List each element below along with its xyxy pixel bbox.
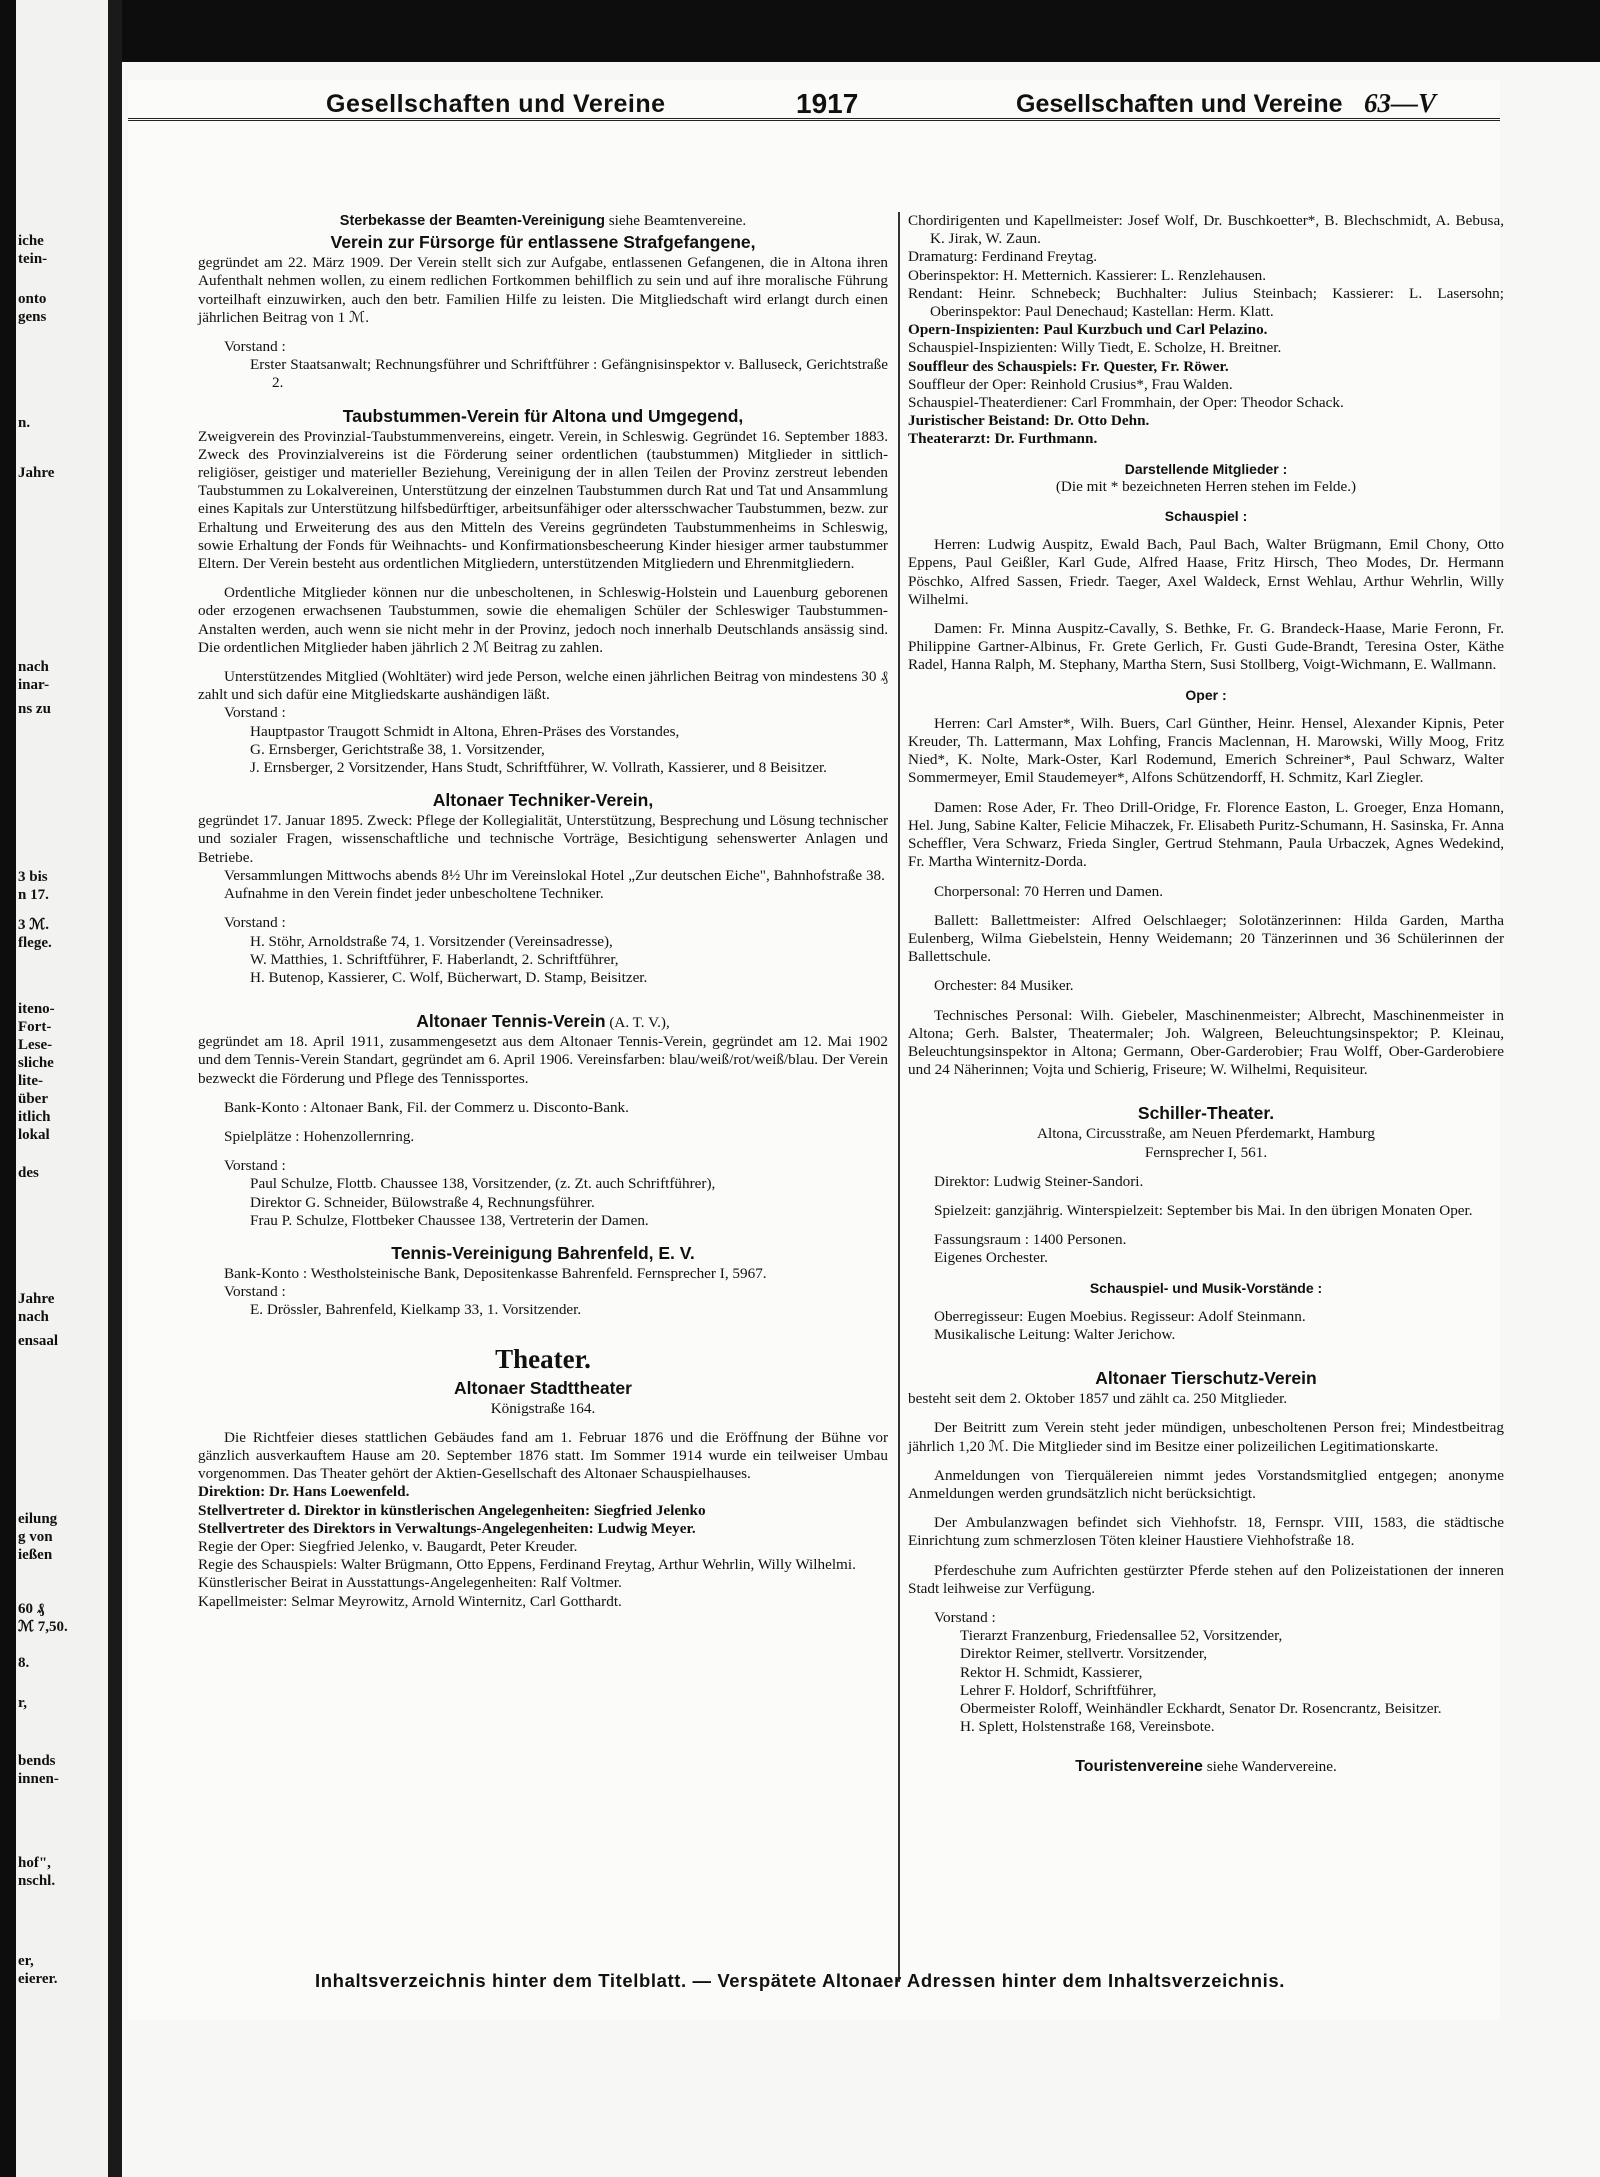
tennis-vorstand-label: Vorstand : xyxy=(224,1157,286,1175)
taubstummen-member: Hauptpastor Traugott Schmidt in Altona, Ehren-Präses des Vorstandes, xyxy=(250,722,680,740)
touristen-entry xyxy=(908,1758,1504,1776)
page-footer: Inhaltsverzeichnis hinter dem Titelblatt. — Verspätete Altonaer Adressen hinter dem Inhaltsverzeichnis. xyxy=(315,1970,1285,1991)
fragment-text: ensaal xyxy=(18,1333,59,1349)
header-year: 1917 xyxy=(796,88,859,119)
fragment-text: nschl. xyxy=(18,1873,56,1889)
schauspiel-herren: Herren: Ludwig Auspitz, Ewald Bach, Paul Bach, Walter Brügmann, Emil Chony, Otto Eppens, Paul Geißler, Karl Gude, Alfred Haase, Fritz Hirsch, Theo Modes, Dr. Hermann Pöschko, Alfred Sassen, Friedr. Taeger, Axel Waldeck, Ernst Wehlau, Arthur Wehrlin, Willy Wilhelmi. xyxy=(908,536,1504,608)
tierschutz-member: Direktor Reimer, stellvertr. Vorsitzender, xyxy=(960,1645,1208,1663)
schiller-vorst-line: Oberregisseur: Eugen Moebius. Regisseur: Adolf Steinmann. xyxy=(934,1307,1306,1325)
tierschutz-member: Obermeister Roloff, Weinhändler Eckhardt, Senator Dr. Rosencrantz, Beisitzer. xyxy=(960,1700,1442,1717)
fragment-text: 3 ℳ. xyxy=(18,917,50,933)
staff-line: Juristischer Beistand: Dr. Otto Dehn. xyxy=(908,412,1150,430)
techniker-member: W. Matthies, 1. Schriftführer, F. Haberlandt, 2. Schriftführer, xyxy=(250,950,619,968)
stadttheater-stellvertreter: Stellvertreter des Direktors in Verwaltungs-Angelegenheiten: Ludwig Meyer. xyxy=(198,1519,696,1537)
staff-line: Souffleur der Oper: Reinhold Crusius*, Frau Walden. xyxy=(908,375,1233,393)
fragment-text: flege. xyxy=(18,935,52,951)
staff-line: Schauspiel-Inspizienten: Willy Tiedt, E. Scholze, H. Breitner. xyxy=(908,339,1282,357)
techniker-vorstand-label: Vorstand : xyxy=(224,914,286,932)
tierschutz-vorstand-label: Vorstand : xyxy=(934,1608,996,1626)
fuersorge-title: Verein zur Fürsorge für entlassene Strafgefangene, xyxy=(330,232,756,253)
schiller-direktor: Direktor: Ludwig Steiner-Sandori. xyxy=(934,1172,1144,1190)
stadttheater-direktion: Direktion: Dr. Hans Loewenfeld. xyxy=(198,1483,410,1501)
schiller-title: Schiller-Theater. xyxy=(1137,1103,1275,1124)
header-left-title: Gesellschaften und Vereine xyxy=(326,90,666,118)
stadttheater-stellvertreter: Stellvertreter d. Direktor in künstlerischen Angelegenheiten: Siegfried Jelenko xyxy=(198,1501,706,1519)
fragment-text: über xyxy=(18,1091,48,1107)
staff-line: Oberinspektor: H. Metternich. Kassierer: L. Renzlehausen. xyxy=(908,266,1267,284)
fragment-text: itlich xyxy=(18,1109,51,1125)
tennis-member: Paul Schulze, Flottb. Chaussee 138, Vorsitzender, (z. Zt. auch Schriftführer), xyxy=(250,1175,716,1193)
header-page-number: 63—V xyxy=(1364,88,1437,118)
sterbekasse-title: Sterbekasse der Beamten-Vereinigung xyxy=(339,213,605,229)
fragment-text: lokal xyxy=(18,1127,50,1143)
schiller-address: Altona, Circusstraße, am Neuen Pferdemarkt, Hamburg xyxy=(1037,1125,1375,1143)
fragment-text: r, xyxy=(18,1695,28,1711)
bahrenfeld-member: E. Drössler, Bahrenfeld, Kielkamp 33, 1. Vorsitzender. xyxy=(250,1301,582,1319)
stadttheater-line: Regie der Oper: Siegfried Jelenko, v. Baugardt, Peter Kreuder. xyxy=(198,1537,578,1555)
tierschutz-p2: Der Beitritt zum Verein steht jeder mündigen, unbescholtenen Person frei; Mindestbeitrag jährlich 1,20 ℳ. Die Mitglieder sind im Besitze einer polizeilichen Legitimationskarte. xyxy=(908,1419,1504,1455)
schiller-spielzeit: Spielzeit: ganzjährig. Winterspielzeit: September bis Mai. In den übrigen Monaten Oper. xyxy=(934,1201,1473,1219)
oper-damen: Damen: Rose Ader, Fr. Theo Drill-Oridge, Fr. Florence Easton, L. Groeger, Enza Homann, Hel. Jung, Sabine Kalter, Felicie Mihaczek, Fr. Elisabeth Puritz-Schumann, H. Sasinska, Fr. Anna Scheffler, Vera Schwarz, Frieda Singler, Gertrud Stehmann, Paula Urbaczek, Agnes Wedekind, Fr. Martha Winternitz-Dorda. xyxy=(908,798,1504,871)
header-right-title: Gesellschaften und Vereine xyxy=(1016,90,1343,118)
fragment-text: n 17. xyxy=(18,887,49,903)
fragment-text: inar- xyxy=(18,677,50,693)
bahrenfeld-title: Tennis-Vereinigung Bahrenfeld, E. V. xyxy=(391,1242,695,1263)
fragment-text: ℳ 7,50. xyxy=(18,1619,68,1635)
tierschutz-p5: Pferdeschuhe zum Aufrichten gestürzter Pferde stehen auf den Polizeistationen der inneren Stadt leihweise zur Verfügung. xyxy=(908,1561,1504,1597)
stadttheater-title: Altonaer Stadttheater xyxy=(454,1377,632,1398)
techniker-title: Altonaer Techniker-Verein, xyxy=(432,790,654,811)
content-area xyxy=(128,80,1504,1960)
darst-note: (Die mit * bezeichneten Herren stehen im Felde.) xyxy=(1055,477,1357,495)
tennis-member: Direktor G. Schneider, Bülowstraße 4, Rechnungsführer. xyxy=(250,1193,595,1211)
tierschutz-title: Altonaer Tierschutz-Verein xyxy=(1095,1368,1317,1389)
fragment-text: 60 ₰ xyxy=(18,1601,45,1617)
fragment-text: des xyxy=(18,1165,39,1181)
fragment-text: Jahre xyxy=(18,465,55,481)
stadttheater-line: Künstlerischer Beirat in Ausstattungs-Angelegenheiten: Ralf Voltmer. xyxy=(198,1574,622,1592)
fragment-text: sliche xyxy=(18,1055,54,1071)
tennis-abbr: (A. T. V.), xyxy=(609,1014,670,1032)
sterbekasse-ref: siehe Beamtenvereine. xyxy=(608,212,747,229)
touristen-title: Touristenvereine xyxy=(1075,1758,1203,1776)
stadttheater-p1: Die Richtfeier dieses stattlichen Gebäudes fand am 1. Februar 1876 und die Eröffnung der Bühne vor gänzlich ausverkauftem Hause am 20. September 1876 statt. Im Sommer 1914 wurde ein teilweiser Umbau vorgenommen. Das Theater gehört der Aktien-Gesellschaft des Altonaer Schauspielhauses. xyxy=(198,1428,888,1483)
fragment-text: 3 bis xyxy=(18,869,48,885)
taubstummen-member: J. Ernsberger, 2 Vorsitzender, Hans Studt, Schriftführer, W. Vollrath, Kassierer, und 8 Beisitzer. xyxy=(250,759,827,777)
sterbekasse-entry xyxy=(198,212,888,230)
stadttheater-address: Königstraße 164. xyxy=(490,1399,596,1417)
fragment-text: Jahre xyxy=(18,1291,55,1307)
chor: Chorpersonal: 70 Herren und Damen. xyxy=(934,882,1164,900)
techniker-p1: gegründet 17. Januar 1895. Zweck: Pflege der Kollegialität, Unterstützung, Besprechung und Lösung technischer und sozialer Fragen, wissenschaftliche und technische Vorträge, Besichtigung sehenswerter Anlagen und Betriebe. xyxy=(198,812,888,866)
schiller-vorst-line: Musikalische Leitung: Walter Jerichow. xyxy=(934,1325,1176,1343)
tierschutz-member: Tierarzt Franzenburg, Friedensallee 52, Vorsitzender, xyxy=(960,1627,1283,1645)
staff-line: Dramaturg: Ferdinand Freytag. xyxy=(908,248,1098,266)
fragment-text: n. xyxy=(18,415,31,431)
staff-line: Schauspiel-Theaterdiener: Carl Frommhain, der Oper: Theodor Schack. xyxy=(908,394,1344,412)
tennis-title: Altonaer Tennis-Verein xyxy=(416,1011,606,1032)
fragment-text: bends xyxy=(18,1753,56,1769)
schiller-vorst-title: Schauspiel- und Musik-Vorstände : xyxy=(1089,1279,1323,1296)
schiller-orchester: Eigenes Orchester. xyxy=(934,1249,1048,1267)
fragment-text: 8. xyxy=(18,1655,30,1671)
schauspiel-title: Schauspiel : xyxy=(1164,508,1248,525)
tennis-bank: Bank-Konto : Altonaer Bank, Fil. der Commerz u. Disconto-Bank. xyxy=(224,1098,629,1116)
orchester: Orchester: 84 Musiker. xyxy=(934,977,1074,995)
fuersorge-vorstand-label: Vorstand : xyxy=(224,338,286,356)
oper-title: Oper : xyxy=(1185,686,1227,703)
tierschutz-p1: besteht seit dem 2. Oktober 1857 und zählt ca. 250 Mitglieder. xyxy=(908,1390,1288,1408)
stadttheater-line: Kapellmeister: Selmar Meyrowitz, Arnold Winternitz, Carl Gotthardt. xyxy=(198,1592,622,1610)
ballett: Ballett: Ballettmeister: Alfred Oelschlaeger; Solotänzerinnen: Hilda Garden, Martha Eulenberg, Wilma Giebelstein, Henny Weidemann; 20 Tänzerinnen und 36 Schülerinnen der Ballettschule. xyxy=(908,911,1504,966)
previous-page-fragment xyxy=(0,0,122,2177)
fragment-text: innen- xyxy=(18,1771,59,1787)
fragment-text: tein- xyxy=(18,251,48,267)
schiller-phone: Fernsprecher I, 561. xyxy=(1144,1143,1268,1161)
schauspiel-damen: Damen: Fr. Minna Auspitz-Cavally, S. Bethke, Fr. G. Brandeck-Haase, Marie Feronn, Fr. Philippine Gartner-Albinus, Fr. Grete Gerlich, Fr. Gusti Gude-Brandt, Teresina Oster, Käthe Radel, Hanna Ralph, M. Stephany, Martha Stern, Susi Stollberg, Voigt-Wichmann, E. Wallmann. xyxy=(908,620,1504,674)
tierschutz-member: H. Splett, Holstenstraße 168, Vereinsbote. xyxy=(960,1718,1215,1736)
stadttheater-line: Regie des Schauspiels: Walter Brügmann, Otto Eppens, Ferdinand Freytag, Arthur Wehrlin, Willy Wilhelmi. xyxy=(198,1556,856,1574)
fragment-text: eilung xyxy=(18,1511,58,1527)
scan-left-border xyxy=(0,0,16,2177)
tennis-plaetze: Spielplätze : Hohenzollernring. xyxy=(224,1127,415,1145)
fragment-text: nach xyxy=(18,1309,49,1325)
technisches-personal: Technisches Personal: Wilh. Giebeler, Maschinenmeister; Albrecht, Maschinenmeister in Altona; Gerh. Balster, Theatermaler; Joh. Walgreen, Beleuchtungsinspektor; P. Kleinau, Beleuchtungsinspektor in Altona; Germann, Ober-Garderobier; Frau Wolff, Ober-Garderobiere und 24 Näherinnen; Vojta und Schierig, Friseure; W. Wilhelmi, Requisiteur. xyxy=(908,1006,1504,1079)
techniker-member: H. Butenop, Kassierer, C. Wolf, Bücherwart, D. Stamp, Beisitzer. xyxy=(250,968,648,986)
taubstummen-vorstand-label: Vorstand : xyxy=(224,704,286,722)
taubstummen-p2: Ordentliche Mitglieder können nur die unbescholtenen, in Schleswig-Holstein und Lauenburg geborenen oder erzogenen erwachsenen Taubstummen, sowie die ehemaligen Schüler der Schleswiger Taubstummen-Anstalten werden, auch wenn sie nicht mehr in der Provinz, jedoch noch innerhalb Deutschlands ansässig sind. Die ordentlichen Mitglieder haben jährlich 2 ℳ Beitrag zu zahlen. xyxy=(198,584,888,656)
fragment-text: Fort- xyxy=(18,1019,52,1035)
fragment-text: ießen xyxy=(18,1547,53,1563)
fragment-text: er, xyxy=(18,1953,34,1969)
theater-heading: Theater. xyxy=(495,1343,591,1374)
oper-herren: Herren: Carl Amster*, Wilh. Buers, Carl Günther, Heinr. Hensel, Alexander Kipnis, Peter Kreuder, Th. Lattermann, Max Lohfing, Francis Maclennan, H. Marowski, Willy Moog, Fritz Nied*, K. Nolte, Mark-Oster, Karl Rodemund, Emerich Schreiner*, Paul Schwarz, Walter Sommermeyer, Emil Staudemeyer*, Alfons Schützendorff, H. Schmitz, Karl Ziegler. xyxy=(908,714,1504,787)
bahrenfeld-bank: Bank-Konto : Westholsteinische Bank, Depositenkasse Bahrenfeld. Fernsprecher I, 5967. xyxy=(224,1264,767,1282)
taubstummen-member: G. Ernsberger, Gerichtstraße 38, 1. Vorsitzender, xyxy=(250,740,545,758)
tierschutz-p3: Anmeldungen von Tierquälereien nimmt jedes Vorstandsmitglied entgegen; anonyme Anmeldungen werden grundsätzlich nicht berücksichtigt. xyxy=(908,1466,1504,1502)
staff-line: Opern-Inspizienten: Paul Kurzbuch und Carl Pelazino. xyxy=(908,321,1268,339)
tierschutz-member: Rektor H. Schmidt, Kassierer, xyxy=(960,1663,1143,1681)
staff-line: Chordirigenten und Kapellmeister: Josef Wolf, Dr. Buschkoetter*, B. Blechschmidt, A. Bebusa, K. Jirak, W. Zaun. xyxy=(908,212,1504,248)
page-gutter xyxy=(108,0,122,2177)
touristen-ref: siehe Wandervereine. xyxy=(1206,1758,1337,1776)
taubstummen-p3: Unterstützendes Mitglied (Wohltäter) wird jede Person, welche einen jährlichen Beitrag von mindestens 30 ₰ zahlt und sich dafür eine Mitgliedskarte aushändigen läßt. xyxy=(198,668,888,704)
fragment-text: Lese- xyxy=(18,1037,53,1053)
right-column xyxy=(898,212,1504,1982)
fragment-text: lite- xyxy=(18,1073,43,1089)
fragment-text: iche xyxy=(18,233,44,249)
bahrenfeld-vorstand-label: Vorstand : xyxy=(224,1283,286,1301)
tierschutz-member: Lehrer F. Holdorf, Schriftführer, xyxy=(960,1681,1157,1699)
fuersorge-text: gegründet am 22. März 1909. Der Verein stellt sich zur Aufgabe, entlassenen Gefangenen, die in Altona ihren Aufenthalt nehmen wollen, zu einem redlichen Fortkommen behilflich zu sein und auf ihre moralische Führung vorteilhaft einzuwirken, auch den betr. Familien Hilfe zu leisten. Die Mitgliedschaft wird erlangt durch einen jährlichen Beitrag von 1 ℳ. xyxy=(198,254,888,326)
fragment-text: eierer. xyxy=(18,1971,58,1987)
tennis-heading xyxy=(198,1009,888,1033)
tennis-member: Frau P. Schulze, Flottbeker Chaussee 138, Vertreterin der Damen. xyxy=(250,1211,649,1229)
fragment-text: iteno- xyxy=(18,1001,55,1017)
darst-title: Darstellende Mitglieder : xyxy=(1124,460,1288,477)
techniker-p2: Versammlungen Mittwochs abends 8½ Uhr im Vereinslokal Hotel „Zur deutschen Eiche", Bahnhofstraße 38. xyxy=(224,866,885,884)
fragment-text: onto xyxy=(18,291,47,307)
tennis-p1: gegründet am 18. April 1911, zusammengesetzt aus dem Altonaer Tennis-Verein, gegründet am 12. Mai 1902 und dem Tennis-Verein Standart, gegründet am 6. April 1906. Vereinsfarben: blau/weiß/rot/weiß/blau. Der Verein bezweckt die Förderung und Pflege des Tennissportes. xyxy=(198,1033,888,1087)
staff-line: Theaterarzt: Dr. Furthmann. xyxy=(908,430,1098,448)
fragment-text: g von xyxy=(18,1529,53,1545)
left-column xyxy=(198,212,888,1611)
fragment-text: nach xyxy=(18,659,49,675)
taubstummen-title: Taubstummen-Verein für Altona und Umgegend, xyxy=(342,405,744,426)
fragment-text: hof", xyxy=(18,1855,51,1871)
schiller-fassung: Fassungsraum : 1400 Personen. xyxy=(934,1231,1127,1249)
techniker-member: H. Stöhr, Arnoldstraße 74, 1. Vorsitzender (Vereinsadresse), xyxy=(250,932,613,950)
staff-line: Souffleur des Schauspiels: Fr. Quester, Fr. Röwer. xyxy=(908,357,1229,375)
techniker-p3: Aufnahme in den Verein findet jeder unbescholtene Techniker. xyxy=(224,885,604,903)
fuersorge-member: Erster Staatsanwalt; Rechnungsführer und Schriftführer : Gefängnisinspektor v. Balluseck, Gerichtstraße 2. xyxy=(250,356,888,392)
staff-line: Rendant: Heinr. Schnebeck; Buchhalter: Julius Steinbach; Kassierer: L. Lasersohn; Oberinspektor: Paul Denechaud; Kastellan: Herm. Klatt. xyxy=(908,284,1504,321)
tierschutz-p4: Der Ambulanzwagen befindet sich Viehhofstr. 18, Fernspr. VIII, 1583, die städtische Einrichtung zum schmerzlosen Töten kleiner Haustiere Viehhofstraße 18. xyxy=(908,1514,1504,1550)
fragment-text: ns zu xyxy=(18,701,51,717)
taubstummen-p1: Zweigverein des Provinzial-Taubstummenvereins, eingetr. Verein, in Schleswig. Gegründet 16. September 1883. Zweck des Provinzialvereins ist die Förderung seiner ordentlichen (taubstummen) Mitglieder in sittlich-religiöser, geistiger und materieller Beziehung, Vereinigung der in allen Teilen der Provinz zerstreut lebenden Taubstummen zu Lokalvereinen, Unterstützung der einzelnen Taubstummen durch Rat und Tat und Ansammlung eines Kapitals zur Unterstützung hilfsbedürftiger, arbeitsunfähiger oder altersschwacher Taubstummen, bezw. zur Erhaltung und Erweiterung des aus den Mitteln des Vereins gegründeten Taubstummenheims in Schleswig, sowie Erhaltung der Fonds für Weihnachts- und Konfirmationsbescheerung Kinder hiesiger armer taubstummer Eltern. Der Verein besteht aus ordentlichen Mitgliedern, unterstützenden Mitgliedern und Ehrenmitgliedern. xyxy=(198,427,888,573)
fragment-text: gens xyxy=(18,309,47,325)
